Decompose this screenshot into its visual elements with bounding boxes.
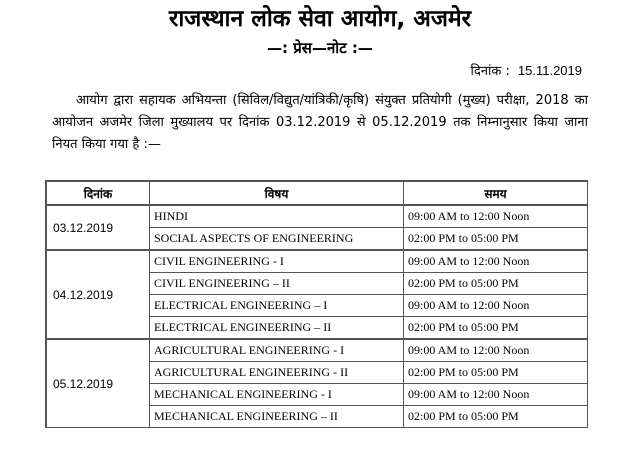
time-cell: 09:00 AM to 12:00 Noon: [404, 384, 588, 406]
issue-date-value: 15.11.2019: [517, 63, 582, 78]
table-row: [47, 205, 588, 228]
time-cell: 09:00 AM to 12:00 Noon: [404, 339, 588, 362]
table-row: [47, 250, 588, 273]
exam-date-cell: 05.12.2019: [47, 339, 150, 428]
subject-cell: MECHANICAL ENGINEERING – II: [150, 406, 404, 428]
page-title: राजस्थान लोक सेवा आयोग, अजमेर: [168, 6, 472, 32]
subject-cell: SOCIAL ASPECTS OF ENGINEERING: [150, 228, 404, 250]
subject-cell: AGRICULTURAL ENGINEERING - I: [150, 339, 404, 362]
exam-date-cell: 03.12.2019: [47, 205, 150, 250]
subject-cell: CIVIL ENGINEERING - I: [150, 250, 404, 273]
table-header-row: [47, 182, 588, 205]
issue-date-label: दिनांक :: [470, 64, 510, 79]
exam-date-cell: 04.12.2019: [47, 250, 150, 339]
time-cell: 02:00 PM to 05:00 PM: [404, 228, 588, 250]
subject-cell: CIVIL ENGINEERING – II: [150, 273, 404, 295]
subject-cell: MECHANICAL ENGINEERING - I: [150, 384, 404, 406]
table-row: [47, 339, 588, 362]
subject-cell: AGRICULTURAL ENGINEERING - II: [150, 362, 404, 384]
time-cell: 09:00 AM to 12:00 Noon: [404, 205, 588, 228]
subject-cell: ELECTRICAL ENGINEERING – II: [150, 317, 404, 339]
issue-date: [471, 62, 582, 81]
column-header-subject: विषय: [150, 182, 404, 205]
time-cell: 02:00 PM to 05:00 PM: [404, 273, 588, 295]
time-cell: 02:00 PM to 05:00 PM: [404, 317, 588, 339]
column-header-date: दिनांक: [47, 182, 150, 205]
exam-schedule-table: [45, 180, 588, 428]
press-note-heading: —: प्रेस—नोट :—: [267, 39, 373, 57]
column-header-time: समय: [404, 182, 588, 205]
time-cell: 02:00 PM to 05:00 PM: [404, 362, 588, 384]
time-cell: 09:00 AM to 12:00 Noon: [404, 295, 588, 317]
announcement-text: आयोग द्वारा सहायक अभियन्ता (सिविल/विद्युत/यांत्रिकी/कृषि) संयुक्त प्रतियोगी (मुख्य) परीक्षा, 2018 का आयोजन अजमेर जिला मुख्यालय पर दिनांक 03.12.2019 से 05.12.2019 तक निम्नानुसार किया जाना नियत किया गया है :—: [52, 93, 588, 152]
subject-cell: HINDI: [150, 205, 404, 228]
time-cell: 09:00 AM to 12:00 Noon: [404, 250, 588, 273]
announcement-paragraph: [52, 90, 588, 156]
subject-cell: ELECTRICAL ENGINEERING – I: [150, 295, 404, 317]
time-cell: 02:00 PM to 05:00 PM: [404, 406, 588, 428]
